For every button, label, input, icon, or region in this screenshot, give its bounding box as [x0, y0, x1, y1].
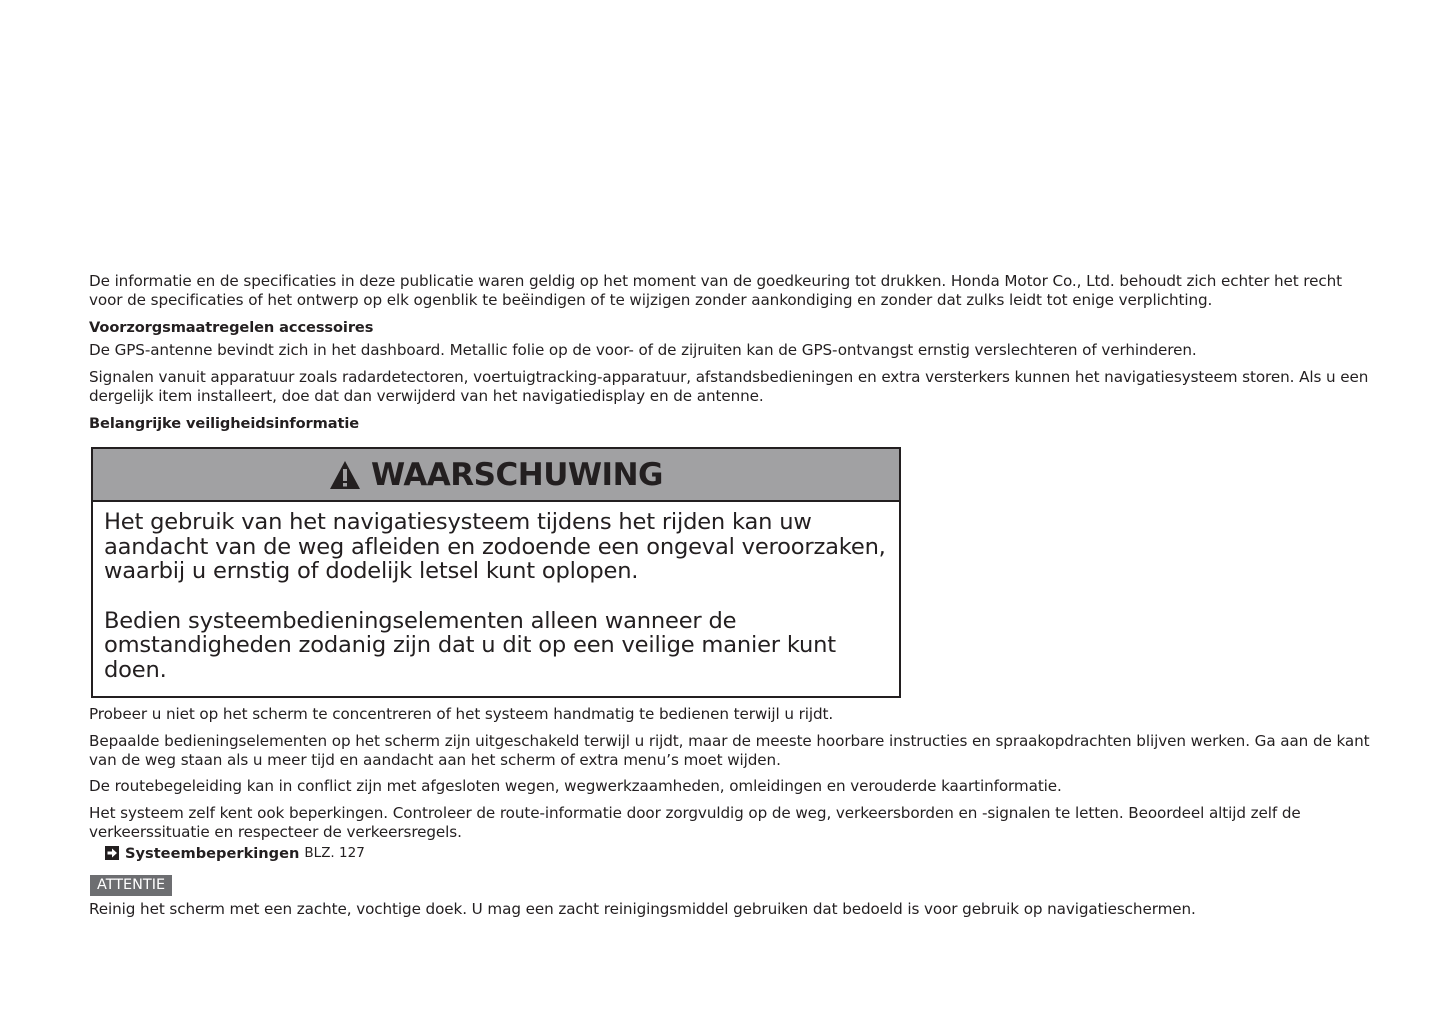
warning-triangle-icon: [329, 460, 361, 490]
focus-paragraph: Probeer u niet op het scherm te concentreren of het systeem handmatig te bedienen terwijl u rijdt.: [89, 705, 834, 723]
notice-badge: ATTENTIE: [90, 875, 172, 896]
arrow-right-box-icon: [105, 846, 119, 860]
signals-paragraph: Signalen vanuit apparatuur zoals radardetectoren, voertuigtracking-apparatuur, afstandsbedieningen en extra versterkers kunnen het navigatiesysteem storen. Als u een dergelijk item installeert, doe dat dan verwijderd van het navigatiedisplay en de antenne.: [89, 368, 1369, 405]
intro-paragraph: De informatie en de specificaties in deze publicatie waren geldig op het moment van de goedkeuring tot drukken. Honda Motor Co., Ltd. behoudt zich echter het recht voor de specificaties of het ontwerp op elk ogenblik te beëindigen of te wijzigen zonder aankondiging en zonder dat zulks leidt tot enige verplichting.: [89, 272, 1342, 309]
warning-title: WAARSCHUWING: [371, 456, 663, 493]
safety-heading: Belangrijke veiligheidsinformatie: [89, 415, 360, 432]
warning-box: [91, 447, 901, 698]
cross-reference-link[interactable]: [105, 842, 1379, 864]
system-limitations-paragraph: Het systeem zelf kent ook beperkingen. Controleer de route-informatie door zorgvuldig op de weg, verkeersborden en -signalen te letten. Beoordeel altijd zelf de verkeerssituatie en respecteer de verkeersregels.: [89, 804, 1301, 841]
cross-reference-page: BLZ. 127: [304, 845, 365, 861]
document-page: [89, 272, 1379, 919]
warning-body: [93, 502, 899, 696]
warning-header: [93, 449, 899, 502]
cross-reference-label: Systeembeperkingen: [125, 844, 300, 862]
notice-paragraph: Reinig het scherm met een zachte, vochtige doek. U mag een zacht reinigingsmiddel gebruiken dat bedoeld is voor gebruik op navigatieschermen.: [89, 900, 1196, 918]
warning-paragraph-distraction: Het gebruik van het navigatiesysteem tijdens het rijden kan uw aandacht van de weg afleiden en zodoende een ongeval veroorzaken, waarbij u ernstig of dodelijk letsel kunt oplopen.: [104, 509, 886, 584]
controls-paragraph: Bepaalde bedieningselementen op het scherm zijn uitgeschakeld terwijl u rijdt, maar de meeste hoorbare instructies en spraakopdrachten blijven werken. Ga aan de kant van de weg staan als u meer tijd en aandacht aan het scherm of extra menu’s moet wijden.: [89, 732, 1370, 769]
accessories-heading: Voorzorgsmaatregelen accessoires: [89, 319, 374, 336]
warning-paragraph-safe-operation: Bedien systeembedieningselementen alleen wanneer de omstandigheden zodanig zijn dat u dit op een veilige manier kunt doen.: [104, 607, 836, 683]
gps-antenna-paragraph: De GPS-antenne bevindt zich in het dashboard. Metallic folie op de voor- of de zijruiten kan de GPS-ontvangst ernstig verslechteren of verhinderen.: [89, 341, 1197, 359]
route-guidance-paragraph: De routebegeleiding kan in conflict zijn met afgesloten wegen, wegwerkzaamheden, omleidingen en verouderde kaartinformatie.: [89, 777, 1062, 795]
